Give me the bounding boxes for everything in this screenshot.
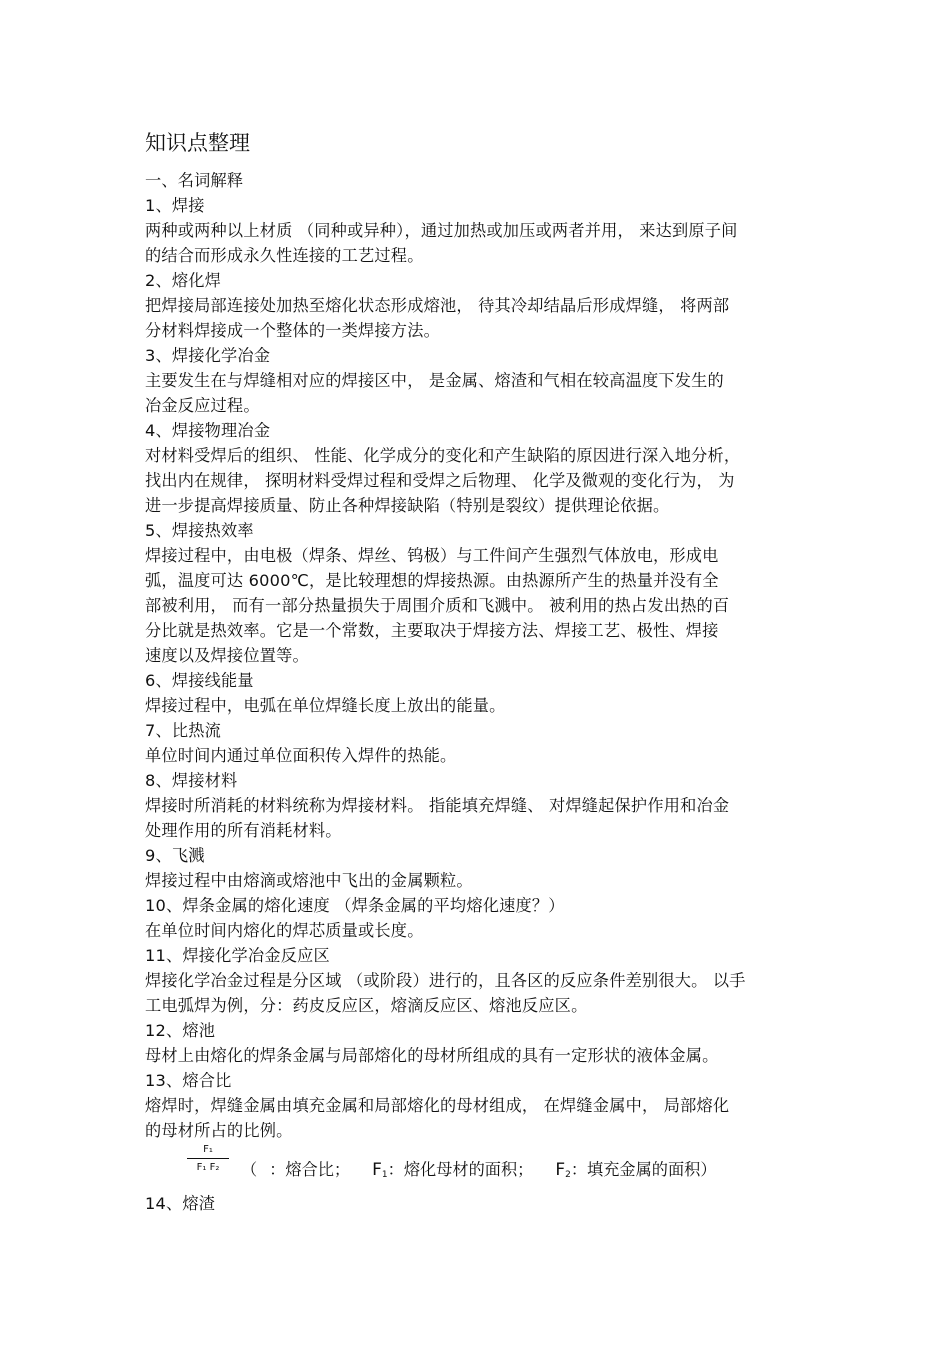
text-line: 1、焊接 [145, 196, 205, 215]
text-line: 在单位时间内熔化的焊芯质量或长度。 [145, 921, 424, 940]
text-line: 12、熔池 [145, 1021, 216, 1040]
f2-symbol: F [555, 1160, 566, 1180]
text-line: 部被利用， 而有一部分热量损失于周围介质和飞溅中。 被利用的热占发出热的百 [145, 596, 730, 615]
text-line: 分材料焊接成一个整体的一类焊接方法。 [145, 321, 440, 340]
text-line: 找出内在规律， 探明材料受焊过程和受焊之后物理、 化学及微观的变化行为， 为 [145, 471, 735, 490]
text-line: 6、焊接线能量 [145, 671, 254, 690]
text-line: 焊接化学冶金过程是分区域 （或阶段）进行的，且各区的反应条件差别很大。 以手 [145, 971, 746, 990]
text-line: 进一步提高焊接质量、防止各种焊接缺陷（特别是裂纹）提供理论依据。 [145, 496, 670, 515]
f1-label: ：熔化母材的面积； [387, 1160, 534, 1179]
text-line: 冶金反应过程。 [145, 396, 260, 415]
text-line: 10、焊条金属的熔化速度 （焊条金属的平均熔化速度？） [145, 896, 565, 915]
text-line: 把焊接局部连接处加热至熔化状态形成熔池， 待其冷却结晶后形成焊缝， 将两部 [145, 296, 730, 315]
text-line: 焊接过程中由熔滴或熔池中飞出的金属颗粒。 [145, 871, 473, 890]
text-line: 的结合而形成永久性连接的工艺过程。 [145, 246, 424, 265]
text-line: 处理作用的所有消耗材料。 [145, 821, 342, 840]
fraction [187, 1143, 229, 1174]
text-line: 13、熔合比 [145, 1071, 232, 1090]
text-line: 母材上由熔化的焊条金属与局部熔化的母材所组成的具有一定形状的液体金属。 [145, 1046, 719, 1065]
text-line: 主要发生在与焊缝相对应的焊接区中， 是金属、熔渣和气相在较高温度下发生的 [145, 371, 724, 390]
open-paren: （ [241, 1160, 258, 1179]
text-line: 工电弧焊为例，分：药皮反应区，熔滴反应区、熔池反应区。 [145, 996, 588, 1015]
fraction-numerator: F₁ [203, 1144, 213, 1155]
ratio-label: ：熔合比； [269, 1160, 351, 1179]
text-line: 弧，温度可达 6000℃，是比较理想的焊接热源。由热源所产生的热量并没有全 [145, 571, 719, 590]
text-line: 2、熔化焊 [145, 271, 222, 290]
section-heading-14: 14、熔渣 [145, 1194, 216, 1213]
text-line: 焊接时所消耗的材料统称为焊接材料。 指能填充焊缝、 对焊缝起保护作用和冶金 [145, 796, 730, 815]
text-line: 9、飞溅 [145, 846, 205, 865]
text-line: 8、焊接材料 [145, 771, 238, 790]
text-line: 4、焊接物理冶金 [145, 421, 271, 440]
text-line: 3、焊接化学冶金 [145, 346, 271, 365]
fusion-ratio-formula [145, 1143, 815, 1191]
formula-legend [241, 1158, 717, 1187]
fraction-bar [187, 1158, 229, 1159]
text-line: 11、焊接化学冶金反应区 [145, 946, 330, 965]
f2-subscript: 2 [565, 1170, 571, 1180]
page-title: 知识点整理 [145, 131, 250, 155]
f2-label: ：填充金属的面积） [570, 1160, 717, 1179]
text-line: 5、焊接热效率 [145, 521, 254, 540]
document-body [145, 128, 815, 1216]
f1-symbol: F [372, 1160, 382, 1180]
text-line: 焊接过程中，电弧在单位焊缝长度上放出的能量。 [145, 696, 506, 715]
text-line: 两种或两种以上材质 （同种或异种），通过加热或加压或两者并用， 来达到原子间 [145, 221, 738, 240]
text-line: 的母材所占的比例。 [145, 1121, 293, 1140]
text-line: 速度以及焊接位置等。 [145, 646, 309, 665]
text-lines [145, 168, 815, 1143]
f1-subscript: 1 [381, 1170, 388, 1180]
text-line: 单位时间内通过单位面积传入焊件的热能。 [145, 746, 457, 765]
fraction-denominator: F₁ F₂ [196, 1162, 220, 1173]
text-line: 一、名词解释 [145, 171, 244, 190]
text-line: 焊接过程中，由电极（焊条、焊丝、钨极）与工件间产生强烈气体放电，形成电 [145, 546, 719, 565]
text-line: 熔焊时，焊缝金属由填充金属和局部熔化的母材组成， 在焊缝金属中， 局部熔化 [145, 1096, 730, 1115]
text-line: 分比就是热效率。它是一个常数，主要取决于焊接方法、焊接工艺、极性、焊接 [145, 621, 719, 640]
text-line: 7、比热流 [145, 721, 222, 740]
text-line: 对材料受焊后的组织、 性能、化学成分的变化和产生缺陷的原因进行深入地分析， [145, 446, 741, 465]
